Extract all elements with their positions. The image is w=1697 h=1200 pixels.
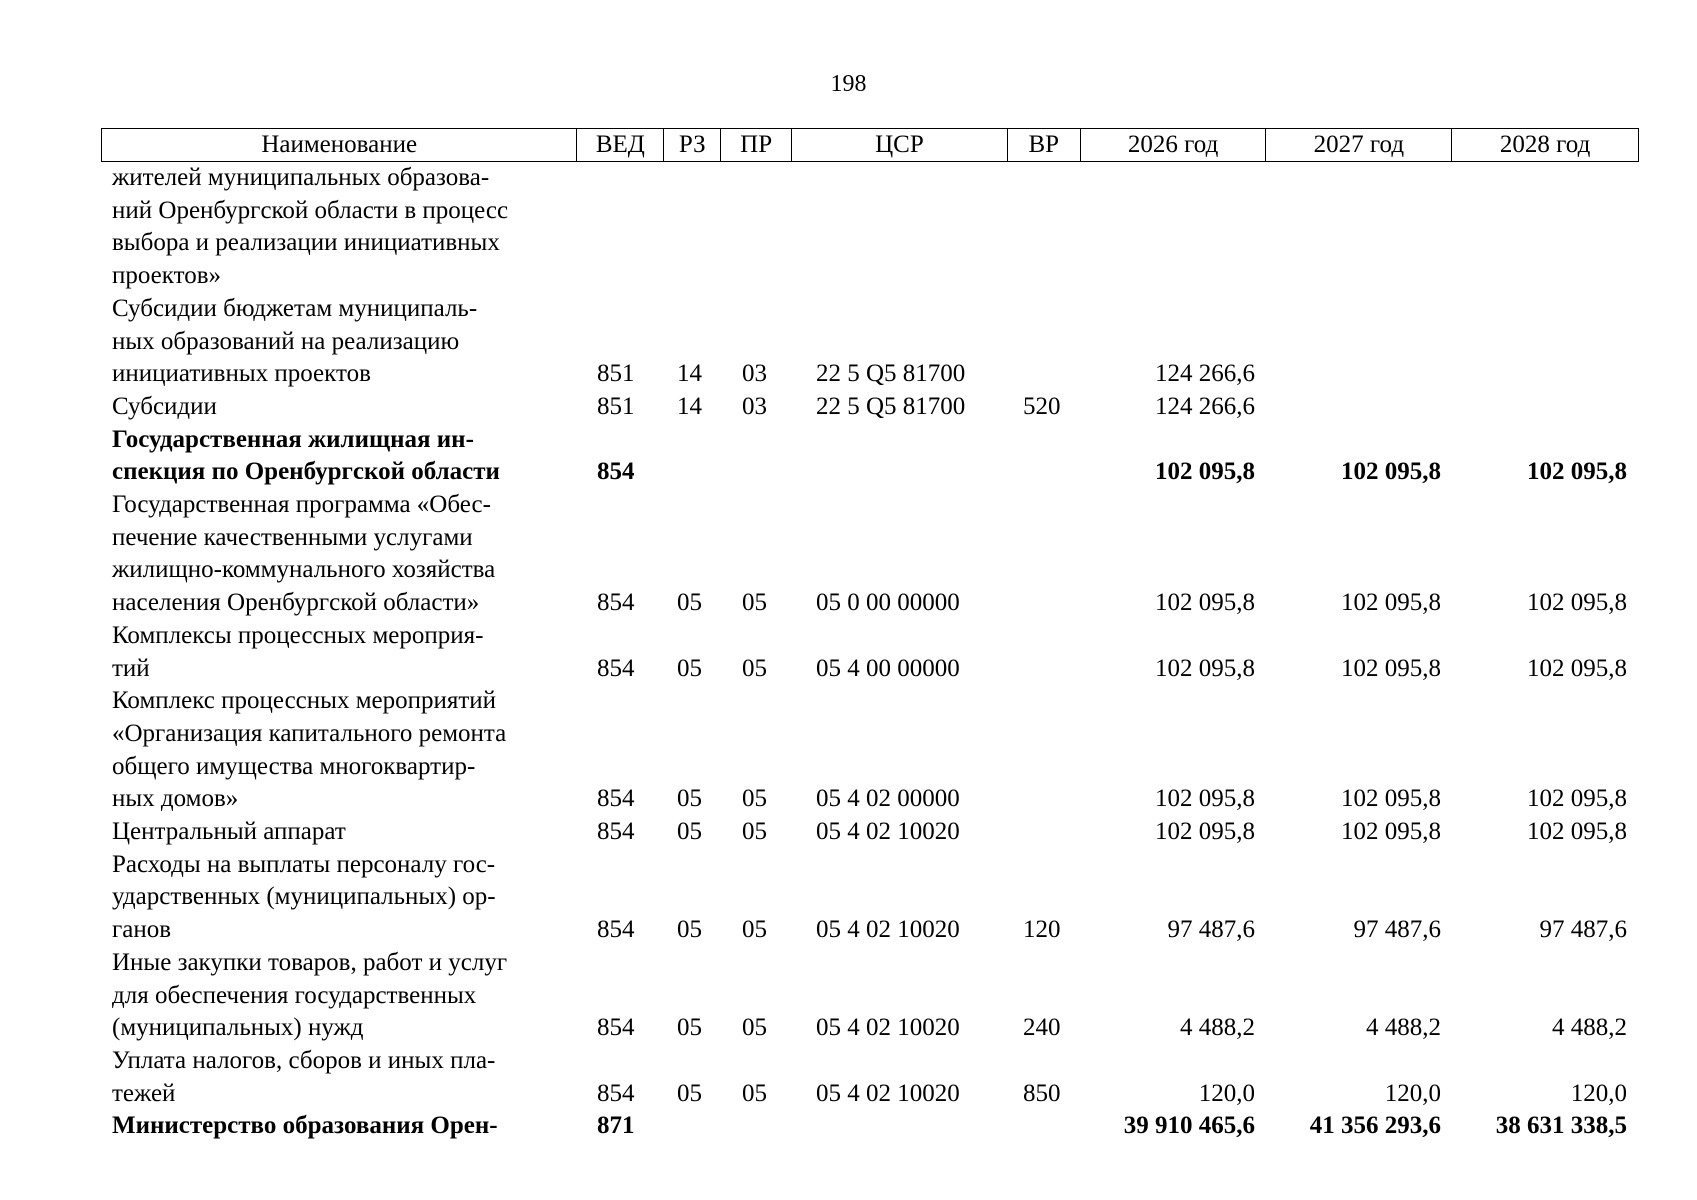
cell-name <box>101 947 577 1045</box>
cell-ved: 854 <box>597 1014 635 1042</box>
cell-2027: 102 095,8 <box>1341 458 1441 486</box>
cell-name-line: «Организация капитального ремонта <box>112 719 507 747</box>
cell-2028: 97 487,6 <box>1539 916 1627 944</box>
cell-rz: 05 <box>677 785 702 813</box>
cell-2028: 102 095,8 <box>1527 785 1627 813</box>
cell-name <box>101 162 577 293</box>
cell-2026: 120,0 <box>1198 1079 1255 1107</box>
cell-2027: 4 488,2 <box>1366 1014 1441 1042</box>
cell-pr: 03 <box>742 360 767 388</box>
cell-name <box>101 620 577 685</box>
table-row <box>101 293 1639 391</box>
table-row <box>101 849 1639 947</box>
header-rz: РЗ <box>664 129 721 161</box>
table-row <box>101 424 1639 489</box>
cell-ved: 851 <box>597 392 635 420</box>
cell-name-line: Иные закупки товаров, работ и услуг <box>112 948 508 976</box>
header-2027: 2027 год <box>1266 129 1452 161</box>
cell-2026: 102 095,8 <box>1155 785 1255 813</box>
cell-name-line: Комплексы процессных мероприя- <box>112 621 484 649</box>
cell-2026: 102 095,8 <box>1155 458 1255 486</box>
header-name: Наименование <box>102 129 577 161</box>
cell-name-line: жителей муниципальных образова- <box>112 164 490 191</box>
cell-csr: 05 4 02 00000 <box>816 785 960 813</box>
cell-name-line: инициативных проектов <box>112 360 371 388</box>
header-2028: 2028 год <box>1499 131 1591 158</box>
cell-name <box>101 424 577 489</box>
cell-rz: 05 <box>677 589 702 617</box>
cell-name-line: (муниципальных) нужд <box>112 1014 364 1042</box>
cell-name-line: Субсидии <box>112 392 217 420</box>
cell-ved: 851 <box>597 360 635 388</box>
cell-csr: 05 4 02 10020 <box>816 916 960 944</box>
cell-rz: 14 <box>677 360 702 388</box>
cell-name-line: ганов <box>112 916 172 944</box>
table-row <box>101 685 1639 816</box>
cell-ved: 854 <box>597 654 635 682</box>
table-header <box>101 128 1639 162</box>
cell-ved: 854 <box>597 458 635 486</box>
cell-name-line: Субсидии бюджетам муниципаль- <box>112 294 478 322</box>
cell-2028: 120,0 <box>1570 1079 1627 1107</box>
cell-name <box>101 1110 577 1143</box>
cell-name-line: выбора и реализации инициативных <box>112 229 500 257</box>
cell-rz: 05 <box>677 1079 702 1107</box>
cell-name-line: жилищно-коммунального хозяйства <box>112 556 496 584</box>
cell-ved: 854 <box>597 785 635 813</box>
cell-2027: 120,0 <box>1384 1079 1441 1107</box>
cell-2028: 102 095,8 <box>1527 654 1627 682</box>
table-row <box>101 489 1639 620</box>
cell-name <box>101 816 577 849</box>
cell-name <box>101 685 577 816</box>
cell-2027: 97 487,6 <box>1353 916 1441 944</box>
cell-ved: 854 <box>597 1079 635 1107</box>
header-2026: 2026 год <box>1081 129 1267 161</box>
cell-2026: 102 095,8 <box>1155 654 1255 682</box>
cell-2028: 102 095,8 <box>1527 458 1627 486</box>
cell-name <box>101 293 577 391</box>
cell-pr: 05 <box>742 654 767 682</box>
cell-name-line: Министерство образования Орен- <box>112 1112 498 1140</box>
cell-name-line: Государственная жилищная ин- <box>112 425 474 453</box>
cell-csr: 22 5 Q5 81700 <box>816 392 966 420</box>
cell-name-line: тий <box>112 654 150 682</box>
cell-name-line: проектов» <box>112 262 221 290</box>
cell-csr: 05 0 00 00000 <box>816 589 960 617</box>
cell-name-line: ных образований на реализацию <box>112 327 460 355</box>
table-row <box>101 1110 1639 1143</box>
cell-ved: 854 <box>597 818 635 846</box>
cell-pr: 05 <box>742 589 767 617</box>
cell-rz: 05 <box>677 916 702 944</box>
budget-table <box>101 128 1639 1143</box>
table-row <box>101 816 1639 849</box>
cell-name-line: населения Оренбургской области» <box>112 589 480 617</box>
cell-csr: 05 4 02 10020 <box>816 1014 960 1042</box>
header-ved: ВЕД <box>577 129 664 161</box>
cell-ved: 871 <box>597 1112 635 1140</box>
cell-rz: 05 <box>677 654 702 682</box>
header-csr: ЦСР <box>792 129 1008 161</box>
table-body <box>101 162 1639 1143</box>
cell-name-line: ударственных (муниципальных) ор- <box>112 883 496 911</box>
cell-2026: 4 488,2 <box>1180 1014 1255 1042</box>
header-pr: ПР <box>721 129 792 161</box>
cell-2028: 4 488,2 <box>1552 1014 1627 1042</box>
cell-name-line: Государственная программа «Обес- <box>112 491 491 519</box>
cell-2026: 102 095,8 <box>1155 818 1255 846</box>
header-vr: ВР <box>1008 129 1081 161</box>
cell-vr: 120 <box>1023 916 1061 944</box>
cell-2026: 102 095,8 <box>1155 589 1255 617</box>
cell-name-line: ных домов» <box>112 785 239 813</box>
cell-name-line: Расходы на выплаты персоналу гос- <box>112 850 496 878</box>
cell-2026: 124 266,6 <box>1155 392 1255 420</box>
cell-name <box>101 1045 577 1110</box>
cell-name-line: Комплекс процессных мероприятий <box>112 687 497 715</box>
cell-name <box>101 391 577 424</box>
cell-csr: 22 5 Q5 81700 <box>816 360 966 388</box>
page-number: 198 <box>830 71 867 97</box>
cell-rz: 05 <box>677 818 702 846</box>
cell-pr: 05 <box>742 785 767 813</box>
cell-name <box>101 849 577 947</box>
cell-name-line: тежей <box>112 1079 176 1107</box>
cell-name-line: ний Оренбургской области в процесс <box>112 196 509 224</box>
cell-name-line: Уплата налогов, сборов и иных пла- <box>112 1046 496 1074</box>
cell-2027: 41 356 293,6 <box>1309 1112 1441 1140</box>
cell-name <box>101 489 577 620</box>
table-row <box>101 162 1639 293</box>
cell-rz: 14 <box>677 392 702 420</box>
cell-pr: 05 <box>742 1014 767 1042</box>
cell-pr: 05 <box>742 916 767 944</box>
cell-name-line: для обеспечения государственных <box>112 981 477 1009</box>
cell-csr: 05 4 00 00000 <box>816 654 960 682</box>
table-row <box>101 947 1639 1045</box>
cell-2026: 97 487,6 <box>1167 916 1255 944</box>
cell-name-line: Центральный аппарат <box>112 818 346 846</box>
cell-ved: 854 <box>597 589 635 617</box>
cell-pr: 03 <box>742 392 767 420</box>
cell-2027: 102 095,8 <box>1341 589 1441 617</box>
cell-2028: 102 095,8 <box>1527 818 1627 846</box>
cell-pr: 05 <box>742 818 767 846</box>
cell-vr: 850 <box>1023 1079 1061 1107</box>
cell-2027: 102 095,8 <box>1341 818 1441 846</box>
cell-pr: 05 <box>742 1079 767 1107</box>
cell-rz: 05 <box>677 1014 702 1042</box>
cell-vr: 520 <box>1023 392 1061 420</box>
cell-2026: 124 266,6 <box>1155 360 1255 388</box>
table-row <box>101 620 1639 685</box>
cell-name-line: общего имущества многоквартир- <box>112 752 476 780</box>
cell-2028: 38 631 338,5 <box>1495 1112 1627 1140</box>
cell-csr: 05 4 02 10020 <box>816 818 960 846</box>
cell-vr: 240 <box>1023 1014 1061 1042</box>
cell-name-line: печение качественными услугами <box>112 523 473 551</box>
cell-2026: 39 910 465,6 <box>1123 1112 1255 1140</box>
cell-2027: 102 095,8 <box>1341 654 1441 682</box>
cell-2027: 102 095,8 <box>1341 785 1441 813</box>
cell-2028: 102 095,8 <box>1527 589 1627 617</box>
cell-csr: 05 4 02 10020 <box>816 1079 960 1107</box>
table-row <box>101 1045 1639 1110</box>
table-row <box>101 391 1639 424</box>
cell-ved: 854 <box>597 916 635 944</box>
cell-name-line: спекция по Оренбургской области <box>112 458 500 486</box>
